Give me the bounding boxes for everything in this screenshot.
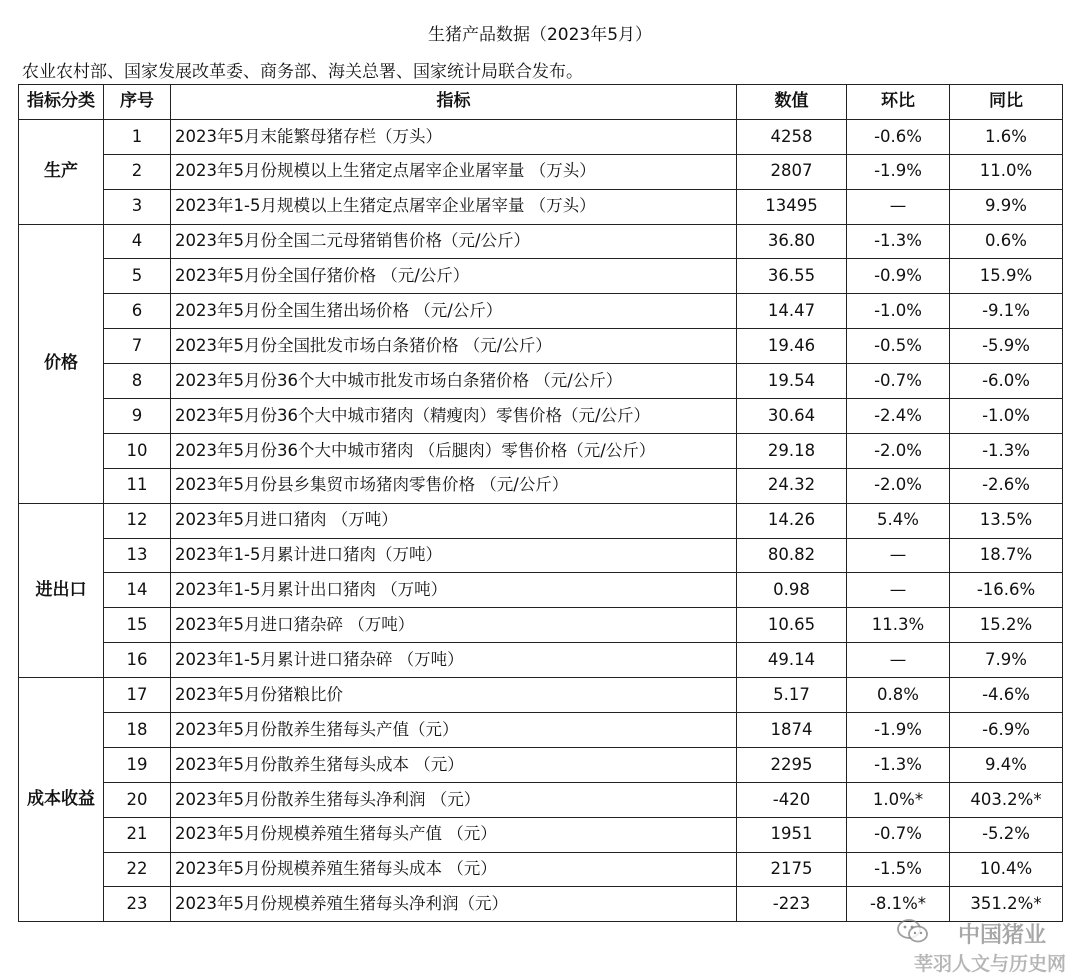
yoy-cell: 18.7% <box>950 538 1063 573</box>
number-cell: 17 <box>104 678 171 713</box>
mom-cell: — <box>847 538 950 573</box>
table-row <box>19 294 1063 329</box>
indicator-cell: 2023年5月份全国生猪出场价格 （元/公斤） <box>171 294 737 329</box>
indicator-cell: 2023年5月份36个大中城市猪肉（精瘦肉）零售价格（元/公斤） <box>171 399 737 434</box>
value-cell: 10.65 <box>737 608 847 643</box>
yoy-cell: 9.4% <box>950 747 1063 782</box>
table-row <box>19 154 1063 189</box>
data-table <box>18 84 1063 922</box>
number-cell: 12 <box>104 503 171 538</box>
yoy-cell: -5.9% <box>950 329 1063 364</box>
yoy-cell: 403.2%* <box>950 782 1063 817</box>
mom-cell: -2.4% <box>847 399 950 434</box>
table-row <box>19 713 1063 748</box>
value-cell: 19.46 <box>737 329 847 364</box>
header-indicator: 指标 <box>171 85 737 120</box>
table-row <box>19 782 1063 817</box>
table-row <box>19 468 1063 503</box>
mom-cell: -0.5% <box>847 329 950 364</box>
value-cell: 14.47 <box>737 294 847 329</box>
yoy-cell: 11.0% <box>950 154 1063 189</box>
indicator-cell: 2023年1-5月规模以上生猪定点屠宰企业屠宰量 （万头） <box>171 189 737 224</box>
indicator-cell: 2023年5月份全国二元母猪销售价格（元/公斤） <box>171 224 737 259</box>
number-cell: 2 <box>104 154 171 189</box>
number-cell: 10 <box>104 433 171 468</box>
indicator-cell: 2023年5月份规模养殖生猪每头产值 （元） <box>171 817 737 852</box>
mom-cell: -2.0% <box>847 433 950 468</box>
indicator-cell: 2023年5月份36个大中城市批发市场白条猪价格 （元/公斤） <box>171 364 737 399</box>
mom-cell: -1.5% <box>847 852 950 887</box>
wechat-icon <box>896 918 930 944</box>
indicator-cell: 2023年5月进口猪肉 （万吨） <box>171 503 737 538</box>
table-row <box>19 329 1063 364</box>
header-category: 指标分类 <box>19 85 104 120</box>
indicator-cell: 2023年5月份县乡集贸市场猪肉零售价格 （元/公斤） <box>171 468 737 503</box>
yoy-cell: 0.6% <box>950 224 1063 259</box>
mom-cell: 11.3% <box>847 608 950 643</box>
yoy-cell: -4.6% <box>950 678 1063 713</box>
indicator-cell: 2023年5月份规模养殖生猪每头成本 （元） <box>171 852 737 887</box>
yoy-cell: 7.9% <box>950 643 1063 678</box>
table-row <box>19 678 1063 713</box>
table-row <box>19 608 1063 643</box>
table-row <box>19 189 1063 224</box>
header-mom: 环比 <box>847 85 950 120</box>
number-cell: 19 <box>104 747 171 782</box>
mom-cell: -1.3% <box>847 224 950 259</box>
value-cell: -223 <box>737 887 847 922</box>
number-cell: 14 <box>104 573 171 608</box>
number-cell: 3 <box>104 189 171 224</box>
number-cell: 4 <box>104 224 171 259</box>
number-cell: 15 <box>104 608 171 643</box>
indicator-cell: 2023年1-5月累计进口猪杂碎 （万吨） <box>171 643 737 678</box>
value-cell: 19.54 <box>737 364 847 399</box>
mom-cell: -1.0% <box>847 294 950 329</box>
table-row <box>19 364 1063 399</box>
header-yoy: 同比 <box>950 85 1063 120</box>
value-cell: 2175 <box>737 852 847 887</box>
value-cell: 24.32 <box>737 468 847 503</box>
yoy-cell: -16.6% <box>950 573 1063 608</box>
header-value: 数值 <box>737 85 847 120</box>
table-header-row <box>19 85 1063 120</box>
mom-cell: -1.9% <box>847 713 950 748</box>
number-cell: 20 <box>104 782 171 817</box>
value-cell: 30.64 <box>737 399 847 434</box>
mom-cell: — <box>847 573 950 608</box>
value-cell: 36.80 <box>737 224 847 259</box>
yoy-cell: 351.2%* <box>950 887 1063 922</box>
mom-cell: -1.9% <box>847 154 950 189</box>
yoy-cell: -9.1% <box>950 294 1063 329</box>
indicator-cell: 2023年5月份规模养殖生猪每头净利润（元） <box>171 887 737 922</box>
table-row <box>19 747 1063 782</box>
yoy-cell: -5.2% <box>950 817 1063 852</box>
category-cell: 进出口 <box>19 503 104 677</box>
table-row <box>19 119 1063 154</box>
mom-cell: -2.0% <box>847 468 950 503</box>
mom-cell: -8.1%* <box>847 887 950 922</box>
indicator-cell: 2023年5月份散养生猪每头产值（元） <box>171 713 737 748</box>
yoy-cell: 13.5% <box>950 503 1063 538</box>
indicator-cell: 2023年5月份散养生猪每头净利润 （元） <box>171 782 737 817</box>
value-cell: 1951 <box>737 817 847 852</box>
category-cell: 价格 <box>19 224 104 503</box>
indicator-cell: 2023年5月末能繁母猪存栏（万头） <box>171 119 737 154</box>
yoy-cell: -6.9% <box>950 713 1063 748</box>
mom-cell: -0.9% <box>847 259 950 294</box>
yoy-cell: -1.0% <box>950 399 1063 434</box>
value-cell: 2807 <box>737 154 847 189</box>
yoy-cell: 9.9% <box>950 189 1063 224</box>
value-cell: 13495 <box>737 189 847 224</box>
number-cell: 6 <box>104 294 171 329</box>
number-cell: 22 <box>104 852 171 887</box>
yoy-cell: 10.4% <box>950 852 1063 887</box>
table-row <box>19 224 1063 259</box>
number-cell: 5 <box>104 259 171 294</box>
yoy-cell: 15.9% <box>950 259 1063 294</box>
table-body <box>19 119 1063 921</box>
table-row <box>19 643 1063 678</box>
indicator-cell: 2023年5月份规模以上生猪定点屠宰企业屠宰量 （万头） <box>171 154 737 189</box>
mom-cell: -0.7% <box>847 817 950 852</box>
yoy-cell: -2.6% <box>950 468 1063 503</box>
header-number: 序号 <box>104 85 171 120</box>
table-row <box>19 817 1063 852</box>
number-cell: 21 <box>104 817 171 852</box>
table-row <box>19 433 1063 468</box>
number-cell: 1 <box>104 119 171 154</box>
table-row <box>19 503 1063 538</box>
table-row <box>19 852 1063 887</box>
value-cell: 80.82 <box>737 538 847 573</box>
mom-cell: -0.6% <box>847 119 950 154</box>
number-cell: 16 <box>104 643 171 678</box>
table-row <box>19 259 1063 294</box>
number-cell: 23 <box>104 887 171 922</box>
mom-cell: 0.8% <box>847 678 950 713</box>
indicator-cell: 2023年5月份散养生猪每头成本 （元） <box>171 747 737 782</box>
value-cell: 29.18 <box>737 433 847 468</box>
indicator-cell: 2023年1-5月累计进口猪肉（万吨） <box>171 538 737 573</box>
value-cell: 0.98 <box>737 573 847 608</box>
mom-cell: 5.4% <box>847 503 950 538</box>
value-cell: 14.26 <box>737 503 847 538</box>
publisher-note: 农业农村部、国家发展改革委、商务部、海关总署、国家统计局联合发布。 <box>22 62 583 82</box>
value-cell: -420 <box>737 782 847 817</box>
number-cell: 11 <box>104 468 171 503</box>
indicator-cell: 2023年5月进口猪杂碎 （万吨） <box>171 608 737 643</box>
yoy-cell: -1.3% <box>950 433 1063 468</box>
table-row <box>19 538 1063 573</box>
page-title: 生猪产品数据（2023年5月） <box>427 25 653 45</box>
mom-cell: -0.7% <box>847 364 950 399</box>
watermark-site: 莘羽人文与历史网 <box>913 953 1066 975</box>
mom-cell: — <box>847 189 950 224</box>
table-row <box>19 573 1063 608</box>
yoy-cell: 15.2% <box>950 608 1063 643</box>
number-cell: 7 <box>104 329 171 364</box>
table-row <box>19 887 1063 922</box>
indicator-cell: 2023年5月份全国批发市场白条猪价格 （元/公斤） <box>171 329 737 364</box>
value-cell: 5.17 <box>737 678 847 713</box>
yoy-cell: -6.0% <box>950 364 1063 399</box>
category-cell: 生产 <box>19 119 104 224</box>
value-cell: 4258 <box>737 119 847 154</box>
number-cell: 13 <box>104 538 171 573</box>
watermark-account: 中国猪业 <box>957 923 1046 948</box>
indicator-cell: 2023年5月份全国仔猪价格 （元/公斤） <box>171 259 737 294</box>
mom-cell: -1.3% <box>847 747 950 782</box>
mom-cell: 1.0%* <box>847 782 950 817</box>
indicator-cell: 2023年1-5月累计出口猪肉 （万吨） <box>171 573 737 608</box>
table-row <box>19 399 1063 434</box>
category-cell: 成本收益 <box>19 678 104 922</box>
indicator-cell: 2023年5月份36个大中城市猪肉 （后腿肉）零售价格（元/公斤） <box>171 433 737 468</box>
value-cell: 49.14 <box>737 643 847 678</box>
number-cell: 18 <box>104 713 171 748</box>
yoy-cell: 1.6% <box>950 119 1063 154</box>
value-cell: 1874 <box>737 713 847 748</box>
number-cell: 9 <box>104 399 171 434</box>
value-cell: 2295 <box>737 747 847 782</box>
indicator-cell: 2023年5月份猪粮比价 <box>171 678 737 713</box>
number-cell: 8 <box>104 364 171 399</box>
mom-cell: — <box>847 643 950 678</box>
value-cell: 36.55 <box>737 259 847 294</box>
